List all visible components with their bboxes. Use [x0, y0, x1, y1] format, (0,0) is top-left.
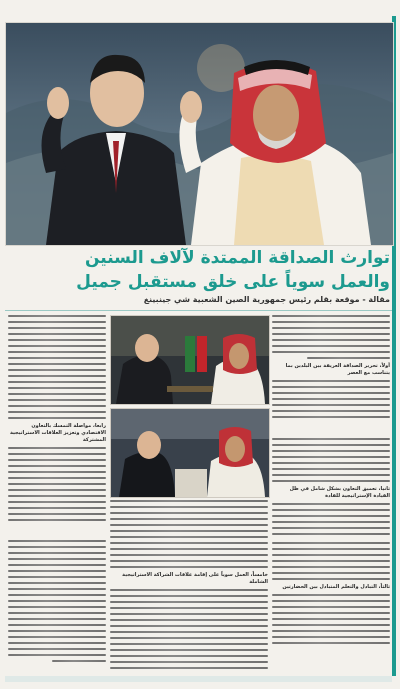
meeting-photo-1	[110, 315, 270, 405]
text-line	[272, 636, 390, 638]
left-column-bottom	[8, 540, 106, 674]
text-line	[110, 500, 268, 502]
text-line	[8, 642, 106, 644]
headline-line-1: توارث الصداقة الممتدة لآلاف السنين	[84, 248, 390, 268]
text-line	[272, 527, 390, 529]
body-text-block	[272, 315, 390, 422]
text-line	[110, 649, 268, 651]
text-line	[110, 524, 268, 526]
text-line	[110, 589, 268, 591]
text-line	[8, 636, 106, 638]
text-line	[272, 578, 390, 580]
text-line	[307, 357, 390, 359]
text-line	[8, 507, 106, 509]
text-line	[272, 351, 390, 353]
text-line	[272, 386, 390, 388]
text-line	[272, 345, 390, 347]
text-line	[8, 315, 106, 317]
text-line	[110, 625, 268, 627]
text-line	[110, 542, 268, 544]
text-line	[8, 477, 106, 479]
text-line	[110, 530, 268, 532]
text-line	[8, 357, 106, 359]
text-line	[8, 417, 106, 419]
body-text-block	[272, 542, 390, 648]
subhead-right-low: ثالثاً، التبادل والتعلم المتبادل بين الحضارتين	[282, 584, 390, 590]
body-text-block	[8, 315, 106, 525]
text-line	[8, 648, 106, 650]
text-line	[8, 495, 106, 497]
headline-line-2: والعمل سوياً على خلق مستقبل جميل	[76, 272, 390, 292]
text-line	[272, 542, 390, 544]
text-line	[272, 410, 390, 412]
text-line	[272, 566, 390, 568]
text-line	[272, 392, 390, 394]
text-line	[8, 588, 106, 590]
text-line	[110, 506, 268, 508]
left-column-top	[8, 315, 106, 535]
right-column-top	[272, 315, 390, 433]
text-line	[8, 393, 106, 395]
subhead-left-mid: رابعا، مواصلة التمسك بالتعاون الاقتصادي وتعزيز العلاقات الاستراتيجية المشتركة	[9, 423, 106, 443]
text-line	[8, 630, 106, 632]
text-line	[272, 548, 390, 550]
text-line	[272, 456, 390, 458]
text-line	[8, 576, 106, 578]
text-line	[110, 536, 268, 538]
text-line	[272, 444, 390, 446]
text-line	[272, 560, 390, 562]
text-line	[110, 643, 268, 645]
text-line	[272, 333, 390, 335]
text-line	[8, 552, 106, 554]
text-line	[272, 521, 390, 523]
meeting-photo-2	[110, 408, 270, 498]
text-line	[52, 660, 106, 662]
text-line	[8, 624, 106, 626]
text-line	[272, 416, 390, 418]
text-line	[8, 351, 106, 353]
text-line	[8, 471, 106, 473]
text-line	[110, 607, 268, 609]
hero-photo	[5, 22, 394, 246]
right-column-bottom	[272, 542, 390, 674]
text-line	[272, 315, 390, 317]
text-line	[272, 572, 390, 574]
text-line	[8, 600, 106, 602]
text-line	[272, 606, 390, 608]
text-line	[8, 381, 106, 383]
text-line	[8, 405, 106, 407]
text-line	[8, 654, 106, 656]
text-line	[272, 503, 390, 505]
text-line	[272, 398, 390, 400]
text-line	[272, 474, 390, 476]
text-line	[8, 339, 106, 341]
text-line	[272, 380, 390, 382]
text-line	[272, 618, 390, 620]
center-column	[110, 500, 268, 675]
text-line	[8, 483, 106, 485]
text-line	[272, 339, 390, 341]
text-line	[8, 489, 106, 491]
text-line	[8, 363, 106, 365]
text-line	[272, 624, 390, 626]
text-line	[8, 387, 106, 389]
text-line	[8, 453, 106, 455]
text-line	[8, 465, 106, 467]
text-line	[110, 560, 268, 562]
leaders-photo-illustration	[6, 23, 393, 245]
text-line	[272, 509, 390, 511]
text-line	[110, 518, 268, 520]
text-line	[272, 438, 390, 440]
text-line	[8, 582, 106, 584]
text-line	[8, 501, 106, 503]
text-line	[8, 333, 106, 335]
text-line	[272, 554, 390, 556]
page-footer-strip	[5, 676, 392, 682]
text-line	[272, 533, 390, 535]
subhead-right-mid: ثانيا، تعميق التعاون بشكل شامل في ظل القيادة الإستراتيجية للقادة	[289, 486, 390, 499]
text-line	[8, 519, 106, 521]
text-line	[110, 661, 268, 663]
text-line	[8, 570, 106, 572]
text-line	[272, 450, 390, 452]
text-line	[110, 554, 268, 556]
text-line	[110, 667, 268, 669]
text-line	[8, 513, 106, 515]
right-column-mid	[272, 438, 390, 538]
text-line	[8, 411, 106, 413]
text-line	[272, 321, 390, 323]
text-line	[272, 480, 390, 482]
body-text-block	[8, 540, 106, 666]
text-line	[110, 601, 268, 603]
byline: مقالة - موقعة بقلم رئيس جمهورية الصين الشعبية شي جينبينغ	[143, 295, 390, 304]
text-line	[8, 327, 106, 329]
text-line	[110, 595, 268, 597]
article-title-block	[5, 244, 390, 304]
text-line	[110, 548, 268, 550]
text-line	[110, 613, 268, 615]
text-line	[272, 642, 390, 644]
text-line	[8, 321, 106, 323]
text-line	[272, 515, 390, 517]
text-line	[272, 404, 390, 406]
text-line	[8, 345, 106, 347]
text-line	[8, 447, 106, 449]
text-line	[8, 375, 106, 377]
text-line	[110, 637, 268, 639]
subhead-center-low: خامساً، العمل سوياً على إقامة علاقات الشراكة الاستراتيجية الشاملة	[122, 572, 268, 585]
body-text-block	[110, 500, 268, 673]
text-line	[110, 631, 268, 633]
text-line	[110, 655, 268, 657]
text-line	[272, 462, 390, 464]
text-line	[110, 619, 268, 621]
text-line	[272, 468, 390, 470]
text-line	[110, 566, 268, 568]
title-divider	[5, 310, 392, 311]
text-line	[8, 594, 106, 596]
text-line	[8, 612, 106, 614]
text-line	[272, 612, 390, 614]
text-line	[8, 540, 106, 542]
text-line	[8, 606, 106, 608]
text-line	[8, 546, 106, 548]
text-line	[8, 399, 106, 401]
body-text-block	[272, 438, 390, 539]
text-line	[8, 459, 106, 461]
text-line	[272, 600, 390, 602]
subhead-right-top: أولاً، تحرير الصداقة العريقة بين البلدين بما يتناسب مع العصر	[285, 363, 390, 376]
text-line	[272, 594, 390, 596]
text-line	[8, 369, 106, 371]
text-line	[8, 558, 106, 560]
text-line	[8, 618, 106, 620]
text-line	[110, 512, 268, 514]
text-line	[8, 564, 106, 566]
text-line	[272, 630, 390, 632]
text-line	[272, 327, 390, 329]
